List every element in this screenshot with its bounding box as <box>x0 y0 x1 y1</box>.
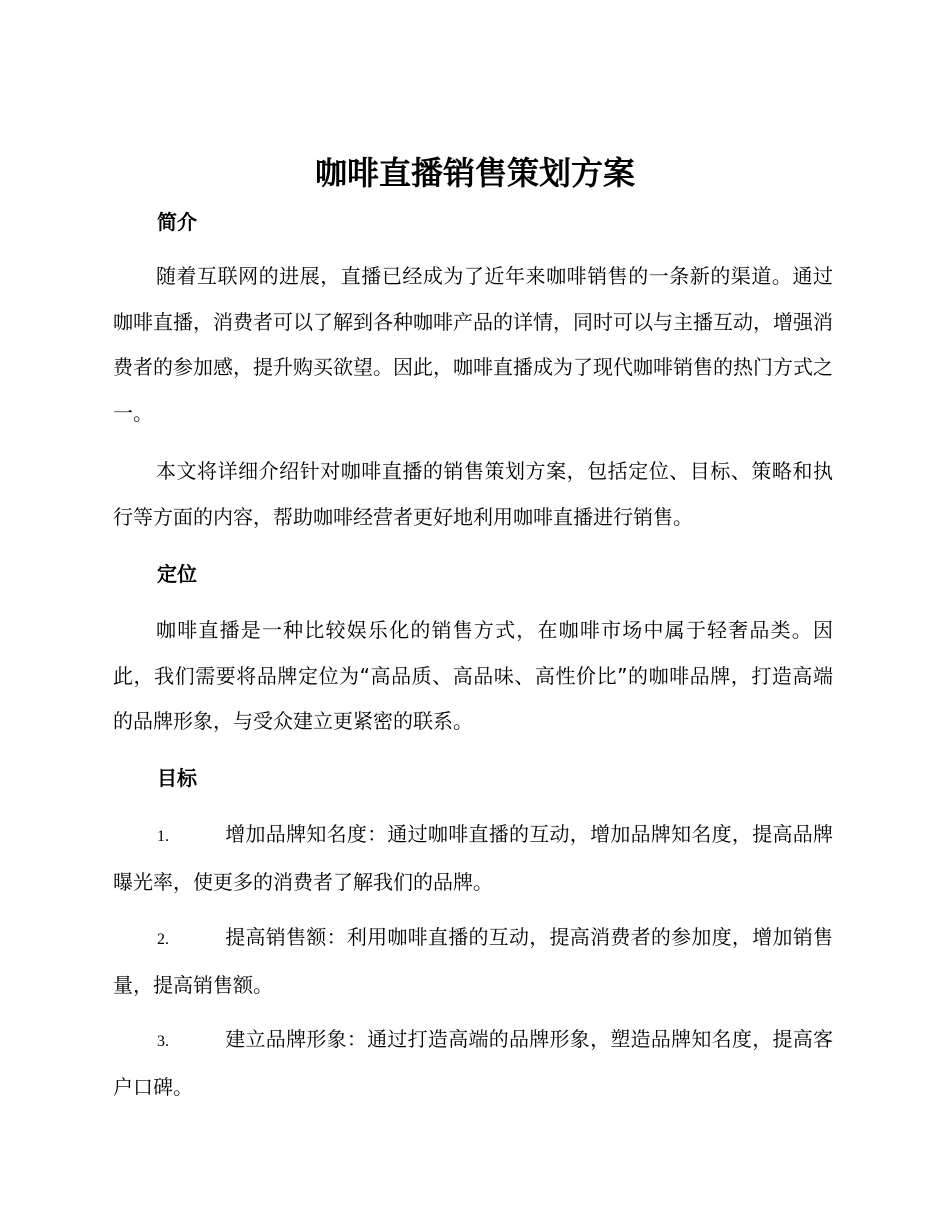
list-item-number: 3. <box>157 1033 169 1050</box>
list-item-text: 提高销售额：利用咖啡直播的互动，提高消费者的参加度，增加销售量，提高销售额。 <box>113 925 833 997</box>
list-item-number: 1. <box>157 828 169 845</box>
document-title: 咖啡直播销售策划方案 <box>314 154 635 192</box>
list-item-number: 2. <box>157 931 169 948</box>
list-item-text: 增加品牌知名度：通过咖啡直播的互动，增加品牌知名度，提高品牌曝光率，使更多的消费者了解我们的品牌。 <box>113 822 833 894</box>
positioning-paragraph: 咖啡直播是一种比较娱乐化的销售方式，在咖啡市场中属于轻奢品类。因此，我们需要将品牌定位为“高品质、高品味、高性价比”的咖啡品牌，打造高端的品牌形象，与受众建立更紧密的联系。 <box>113 618 833 733</box>
list-item-text: 建立品牌形象：通过打造高端的品牌形象，塑造品牌知名度，提高客户口碑。 <box>113 1027 833 1099</box>
list-item <box>113 915 833 1008</box>
section-heading-intro: 简介 <box>157 210 197 234</box>
intro-paragraph-2: 本文将详细介绍针对咖啡直播的销售策划方案，包括定位、目标、策略和执行等方面的内容，帮助咖啡经营者更好地利用咖啡直播进行销售。 <box>113 459 833 529</box>
section-heading-goals: 目标 <box>157 766 197 790</box>
list-item <box>113 1017 833 1110</box>
intro-paragraph-1: 随着互联网的进展，直播已经成为了近年来咖啡销售的一条新的渠道。通过咖啡直播，消费者可以了解到各种咖啡产品的详情，同时可以与主播互动，增强消费者的参加感，提升购买欲望。因此，咖啡直播成为了现代咖啡销售的热门方式之一。 <box>113 264 833 425</box>
list-item <box>113 812 833 905</box>
section-heading-positioning: 定位 <box>157 562 197 586</box>
